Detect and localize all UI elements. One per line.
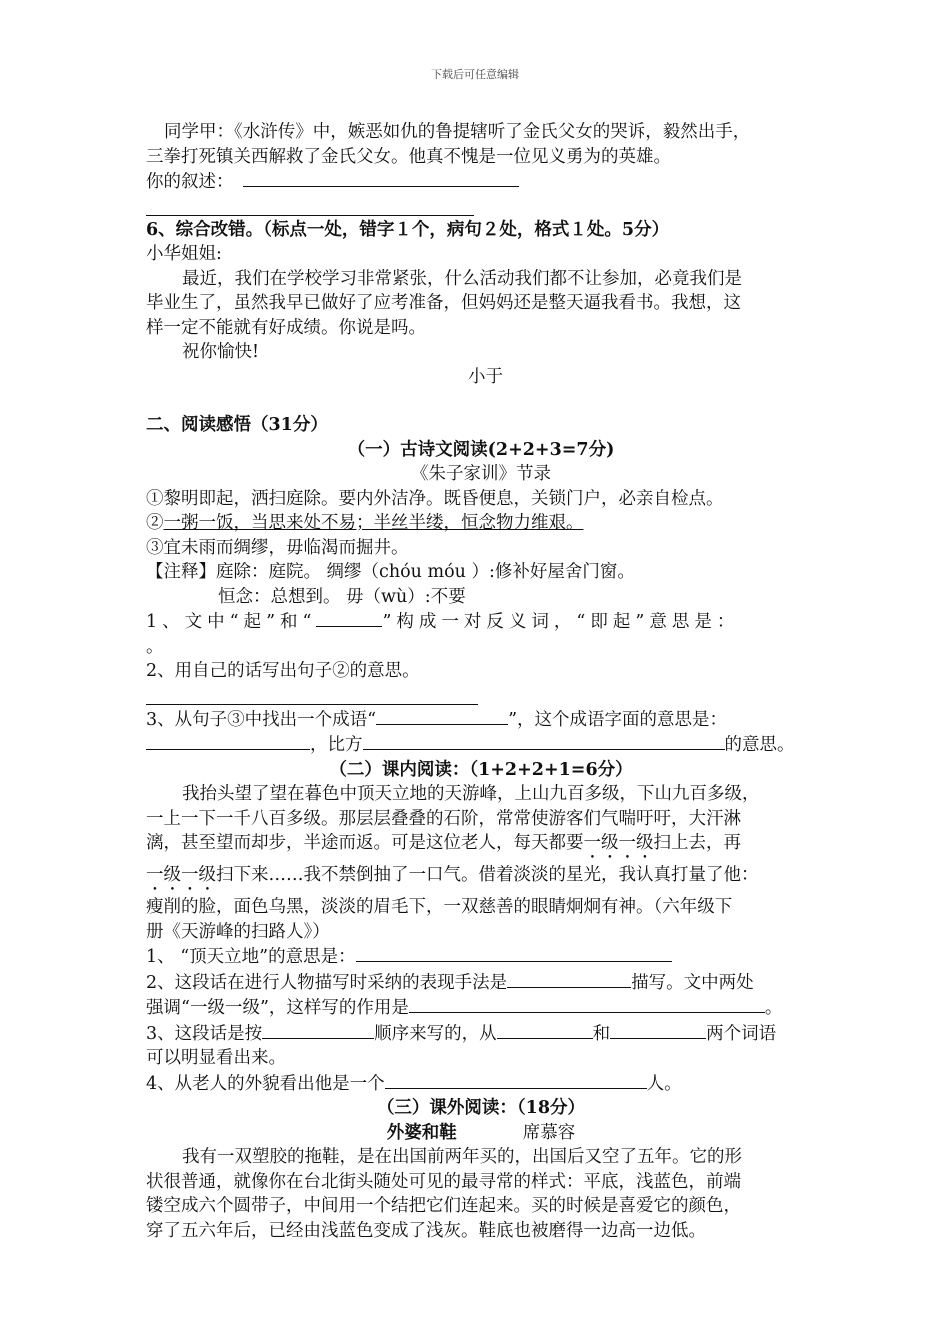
part2-q3-text-a: 3、这段话是按 <box>146 1023 263 1044</box>
section2-title: 二、阅读感悟（31分） <box>146 415 328 435</box>
part1-line2 <box>146 511 816 536</box>
q5-answer-line2[interactable] <box>146 215 474 216</box>
part1-line2-num: ② <box>146 513 164 533</box>
part2-emphasis-2: 一级一级 <box>146 865 216 885</box>
q5-example-line2: 三拳打死镇关西解救了金氏父女。他真不愧是一位见义勇为的英雄。 <box>146 146 671 167</box>
part2-para-3c: 扫上去，再 <box>653 833 741 853</box>
part1-q2: 2、用自己的话写出句子②的意思。 <box>146 661 420 681</box>
part1-q1 <box>146 609 816 635</box>
part2-title: （二）课内阅读：（1+2+2+1=6分） <box>329 759 633 780</box>
document-content <box>146 120 816 1243</box>
part2-q3-word2-blank[interactable] <box>610 1021 706 1039</box>
part1-line1: ①黎明即起，洒扫庭除。要内外洁净。既昏便息，关锁门户，必亲自检点。 <box>146 488 724 509</box>
part2-q2-text-d: 。 <box>764 998 783 1018</box>
part2-para-5: 瘦削的脸，面色乌黑，淡淡的眉毛下，一双慈善的眼睛炯炯有神。（六年级下 <box>146 897 733 917</box>
part3-para-4: 穿了五六年后，已经由浅蓝色变成了浅灰。鞋底也被磨得一边高一边低。 <box>146 1220 706 1241</box>
q6-body-1: 最近，我们在学校学习非常紧张，什么活动我们都不让参加，必竟我们是 <box>182 268 742 289</box>
part2-q2-effect-blank[interactable] <box>409 995 765 1013</box>
q5-your-label: 你的叙述： <box>146 172 234 192</box>
part2-para-3a: 漓，甚至望而却步，半途而返。可是这位老人，每天都要 <box>146 833 584 853</box>
part1-q1-text-a: 1、文中“起”和“ <box>146 612 317 632</box>
q6-signature-text: 小于 <box>468 366 503 387</box>
part2-q2-line2 <box>146 995 816 1021</box>
part2-para-4b: 扫下来……我不禁倒抽了一口气。借着淡淡的星光，我认真打量了他： <box>216 865 759 885</box>
part3-title: （三）课外阅读：（18分） <box>376 1098 586 1118</box>
part1-note2-text: 恒念：总想到。 毋（wù）:不要 <box>218 586 466 607</box>
part2-q3-line2: 可以明显看出来。 <box>146 1048 286 1068</box>
part3-story-heading <box>146 1121 816 1146</box>
part2-q1-blank[interactable] <box>356 944 672 962</box>
part3-author: 席慕容 <box>522 1122 576 1143</box>
part2-emphasis-1: 一级一级 <box>583 833 654 853</box>
spacer <box>146 389 816 413</box>
part3-story-title: 外婆和鞋 <box>386 1122 457 1143</box>
part2-q3-line1 <box>146 1021 816 1047</box>
part1-q3-text-a: 3、从句子③中找出一个成语“ <box>146 709 377 730</box>
q5-example-line1 <box>146 120 816 145</box>
part2-q4-text-a: 4、从老人的外貌看出他是一个 <box>146 1073 385 1094</box>
q5-answer-blank[interactable] <box>243 169 519 187</box>
part2-para-3 <box>146 831 816 863</box>
part2-para-4 <box>146 863 816 895</box>
part2-q1-text: 1、 “顶天立地”的意思是： <box>146 947 356 967</box>
part1-q2-answer-line[interactable] <box>146 704 478 705</box>
part1-q1-end: 。 <box>146 636 164 657</box>
part2-q4-text-b: 人。 <box>646 1073 682 1094</box>
part2-q3-text-b: 顺序来写的，从 <box>374 1023 497 1044</box>
part1-q3-text-b: ”，这个成语字面的意思是： <box>508 709 728 730</box>
part1-subtitle: 《朱子家训》节录 <box>411 464 551 484</box>
part1-note2 <box>146 585 816 610</box>
part2-para-1: 我抬头望了望在暮色中顶天立地的天游峰，上山九百多级，下山九百多级， <box>182 784 760 804</box>
part3-para-2: 状很普通，就像你在台北街头随处可见的最寻常的样式：平底，浅蓝色，前端 <box>146 1171 741 1192</box>
part2-q2-text-b: 描写。文中两处 <box>631 972 754 993</box>
part1-line2-text: 一粥一饭，当思来处不易；半丝半缕，恒念物力维艰。 <box>163 513 584 533</box>
part2-q2-text-c: 强调“一级一级”，这样写的作用是 <box>146 998 409 1018</box>
q5-example-text1: 同学甲：《水浒传》中，嫉恶如仇的鲁提辖听了金氏父女的哭诉，毅然出手， <box>164 122 751 142</box>
part2-q2-text-a: 2、这段话在进行人物描写时采纳的表现手法是 <box>146 972 508 993</box>
part1-q3-line2 <box>146 732 816 758</box>
part2-q3-text-c: 和 <box>592 1023 611 1044</box>
part2-q2-method-blank[interactable] <box>507 970 631 988</box>
part2-q3-text-d: 两个词语 <box>706 1023 777 1044</box>
part2-q2-line1 <box>146 970 816 996</box>
q6-body-3: 样一定不能就有好成绩。你说是吗。 <box>146 317 426 338</box>
part1-q3-idiom-blank[interactable] <box>376 707 508 725</box>
part1-q3-text-c: ，比方 <box>310 735 363 755</box>
part1-q3-line1 <box>146 707 816 733</box>
part1-line3: ③宜未雨而绸缪，毋临渴而掘井。 <box>146 537 409 558</box>
part1-q3-example-blank[interactable] <box>363 732 725 750</box>
q6-signature <box>146 365 816 390</box>
q6-title: 6、综合改错。（标点一处，错字１个，病句２处，格式１处。5分） <box>146 219 670 240</box>
part3-para-1: 我有一双塑胶的拖鞋，是在出国前两年买的，出国后又空了五年。它的形 <box>182 1147 742 1167</box>
part3-para-3: 镂空成六个圆带子，中间用一个结把它们连起来。买的时候是喜爱它的颜色， <box>146 1196 741 1216</box>
part1-q3-meaning-blank[interactable] <box>146 732 310 750</box>
part1-q3-text-d: 的意思。 <box>724 735 795 755</box>
part2-q3-order-blank[interactable] <box>262 1021 374 1039</box>
q6-closing: 祝你愉快! <box>182 342 260 362</box>
part2-para-2: 一上一下一千八百多级。那层层叠叠的石阶，常常使游客们气喘吁吁，大汗淋 <box>146 808 741 829</box>
part1-title: （一）古诗文阅读(2+2+3=7分) <box>347 439 615 460</box>
part2-q1 <box>146 944 816 970</box>
part2-para-6: 册《天游峰的扫路人》） <box>146 921 330 942</box>
q5-your-line <box>146 169 816 195</box>
part1-note1: 【注释】庭除：庭院。 绸缪（chóu móu ）:修补好屋舍门窗。 <box>146 562 635 582</box>
page-header: 下载后可任意编辑 <box>431 68 519 81</box>
part2-q4-blank[interactable] <box>385 1071 647 1089</box>
q6-body-2: 毕业生了，虽然我早已做好了应考准备，但妈妈还是整天逼我看书。我想，这 <box>146 293 741 313</box>
part2-q3-word1-blank[interactable] <box>497 1021 593 1039</box>
part1-q1-blank[interactable] <box>316 609 382 627</box>
part1-q1-text-b: ”构成一对反义词，“即起”意思是： <box>382 612 740 632</box>
q6-salutation: 小华姐姐: <box>146 244 222 264</box>
part2-q4 <box>146 1071 816 1097</box>
